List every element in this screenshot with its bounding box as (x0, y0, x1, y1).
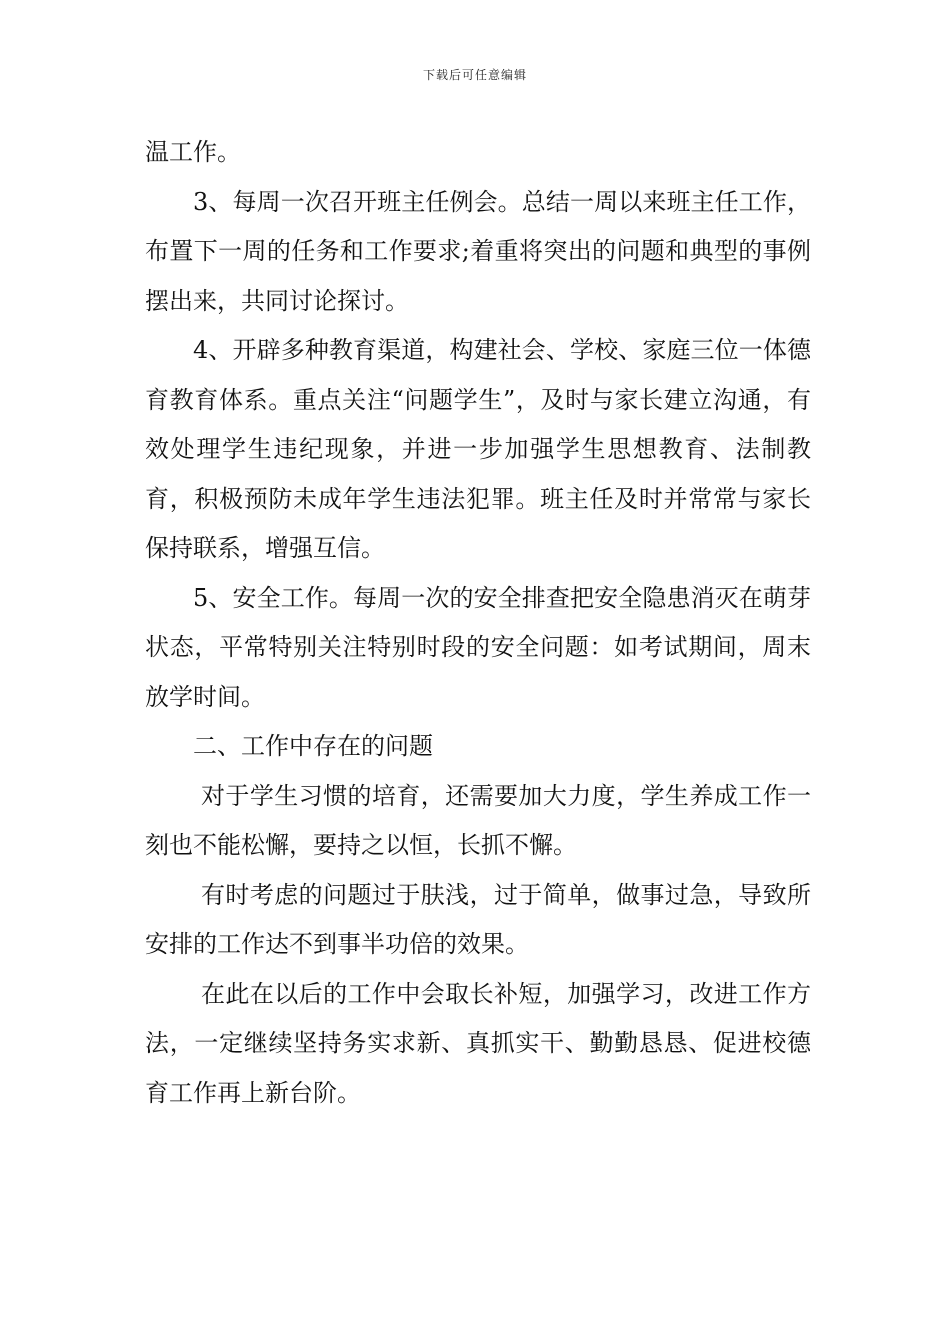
paragraph-item-3: 3、每周一次召开班主任例会。总结一周以来班主任工作，布置下一周的任务和工作要求;着重将突出的问题和典型的事例摆出来，共同讨论探讨。 (145, 187, 811, 315)
paragraph-continuation: 温工作。 (145, 138, 241, 166)
document-body (145, 128, 811, 1118)
paragraph-habits: 对于学生习惯的培育，还需要加大力度，学生养成工作一刻也不能松懈，要持之以恒，长抓不懈。 (145, 781, 811, 859)
paragraph-improvement: 在此在以后的工作中会取长补短，加强学习，改进工作方法，一定继续坚持务实求新、真抓实干、勤勤恳恳、促进校德育工作再上新台阶。 (145, 979, 811, 1107)
paragraph-shortcomings: 有时考虑的问题过于肤浅，过于简单，做事过急，导致所安排的工作达不到事半功倍的效果。 (145, 880, 811, 958)
paragraph-item-4: 4、开辟多种教育渠道，构建社会、学校、家庭三位一体德育教育体系。重点关注“问题学生”，及时与家长建立沟通，有效处理学生违纪现象，并进一步加强学生思想教育、法制教育，积极预防未成年学生违法犯罪。班主任及时并常常与家长保持联系，增强互信。 (145, 336, 811, 562)
page-header-note: 下载后可任意编辑 (422, 68, 527, 82)
section-heading-problems: 二、工作中存在的问题 (193, 732, 433, 760)
paragraph-item-5: 5、安全工作。每周一次的安全排查把安全隐患消灭在萌芽状态，平常特别关注特别时段的安全问题：如考试期间，周末放学时间。 (145, 583, 811, 711)
